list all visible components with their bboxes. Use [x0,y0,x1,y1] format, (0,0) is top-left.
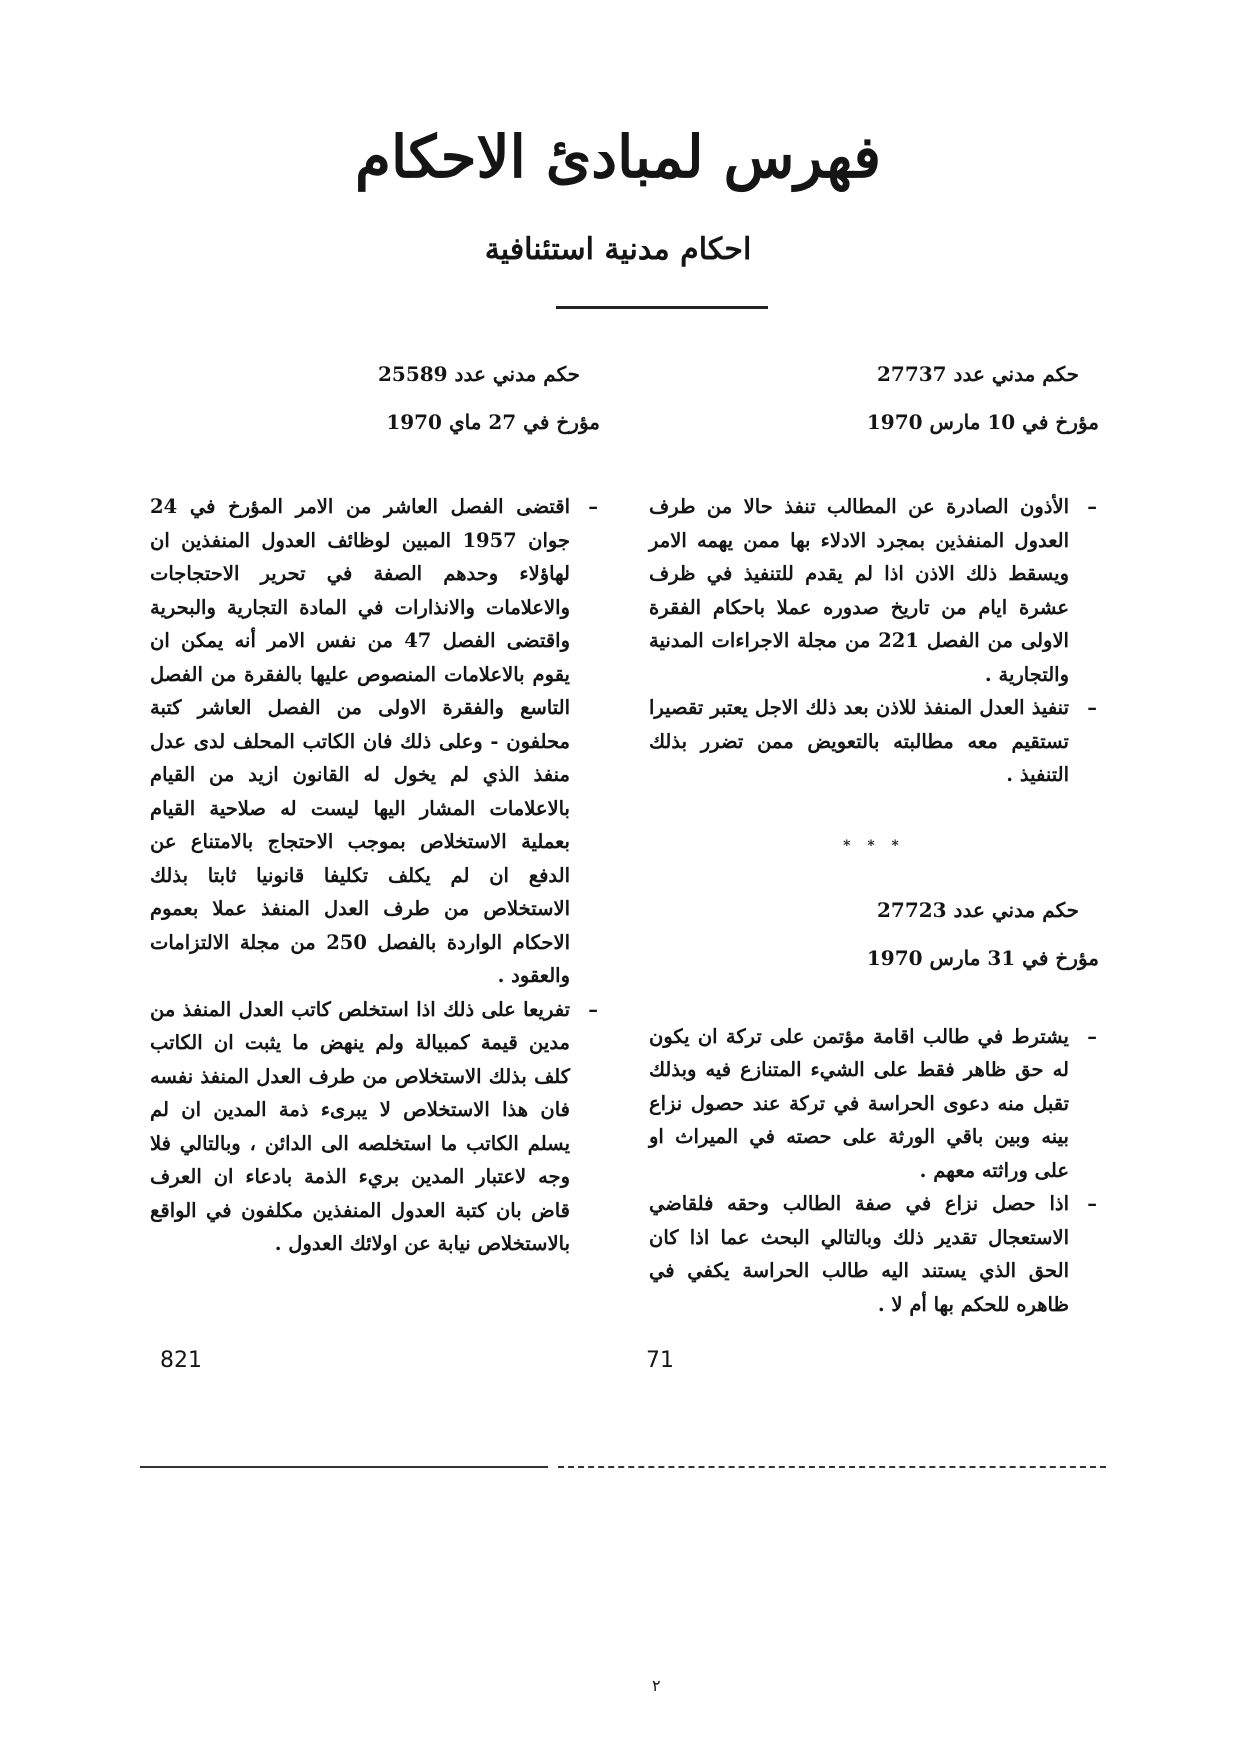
page-number-center: 71 [646,1348,674,1373]
title-divider [556,306,768,309]
page-number-left: 821 [160,1348,202,1373]
dash-bullet-icon: – [1087,495,1097,518]
ruling-point-text: يشترط في طالب اقامة مؤتمن على تركة ان يكون له حق ظاهر فقط على الشيء المتنازع فيه وبذلك تقبل منه دعوى الحراسة في تركة عند حصول نزاع بينه وبين باقي الورثة على حصته في الميراث او على وراثته معهم . [649,1024,1069,1182]
ruling-27723 [649,898,1099,1322]
ruling-date: مؤرخ في 27 ماي 1970 [386,410,600,434]
ruling-title: حكم مدني عدد 25589 [378,362,580,386]
ruling-points [649,1020,1099,1322]
ruling-point-text: اقتضى الفصل العاشر من الامر المؤرخ في 24 جوان 1957 المبين لوظائف العدول المنفذين ان لهاؤلاء وحدهم الصفة في تحرير الاحتجاجات والاعلامات والانذارات في المادة التجارية والبحرية واقتضى الفصل 47 من نفس الامر أنه يمكن ان يقوم بالاعلامات المنصوص عليها بالفقرة من الفصل التاسع والفقرة الاولى من الفصل العاشر كتبة محلفون - وعلى ذلك فان الكاتب المحلف لدى عدل منفذ الذي لم يخول له القانون ازيد من القيام بالاعلامات المشار اليها ليست له صلاحية القيام بعملية الاستخلاص بموجب الاحتجاج بالامتناع عن الدفع ان لم يكلف تكليفا قانونيا ثابتا بذلك الاستخلاص من طرف العدل المنفذ عملا بعموم الاحكام الواردة بالفصل 250 من مجلة الالتزامات والعقود . [150,495,570,987]
ruling-point-text: الأذون الصادرة عن المطالب تنفذ حالا من طرف العدول المنفذين بمجرد الادلاء بها ممن يهمه الامر ويسقط ذلك الاذن اذا لم يقدم للتنفيذ في ظرف عشرة ايام من تاريخ صدوره عملا باحكام الفقرة الاولى من الفصل 221 من مجلة الاجراءات المدنية والتجارية . [649,495,1069,686]
dash-bullet-icon: – [1087,696,1097,719]
ruling-point-text: اذا حصل نزاع في صفة الطالب وحقه فلقاضي الاستعجال تقدير ذلك وبالتالي البحث عما اذا كان الحق الذي يستند اليه طالب الحراسة يكفي في ظاهره للحكم بها أم لا . [649,1192,1069,1316]
ruling-point [150,490,600,993]
ruling-points [150,490,600,1261]
left-column [150,362,600,1261]
footer-mark: ٢ [652,1676,661,1695]
ruling-point [649,1020,1099,1188]
ruling-point [150,993,600,1261]
bottom-rule-left [140,1466,548,1468]
ruling-point [649,691,1099,792]
ruling-point [649,490,1099,691]
dash-bullet-icon: – [1087,1192,1097,1215]
ruling-date: مؤرخ في 10 مارس 1970 [866,410,1099,434]
ruling-27737 [649,362,1099,792]
document-subtitle: احكام مدنية استئنافية [484,232,752,267]
dash-bullet-icon: – [588,495,598,518]
ruling-25589 [150,362,600,1261]
ruling-point [649,1187,1099,1321]
dash-bullet-icon: – [588,997,598,1021]
ruling-point-text: تنفيذ العدل المنفذ للاذن بعد ذلك الاجل يعتبر تقصيرا تستقيم معه مطالبته بالتعويض ممن تضرر بذلك التنفيذ . [649,696,1069,786]
ruling-title: حكم مدني عدد 27723 [877,897,1079,922]
ruling-point-text: تفريعا على ذلك اذا استخلص كاتب العدل المنفذ من مدين قيمة كمبيالة ولم ينهض ما يثبت ان الكاتب كلف بذلك الاستخلاص من طرف العدل المنفذ نفسه فان هذا الاستخلاص لا يبرىء ذمة المدين ان لم يسلم الكاتب ما استخلصه الى الدائن ، وبالتالي فلا وجه لاعتبار المدين بريء الذمة بادعاء ان العرف قاض بان كتبة العدول المنفذين مكلفون في الواقع بالاستخلاص نيابة عن اولائك العدول . [150,997,570,1255]
ruling-title: حكم مدني عدد 27737 [877,362,1079,386]
dash-bullet-icon: – [1087,1024,1097,1048]
bottom-rule-right [558,1466,1106,1468]
ruling-date: مؤرخ في 31 مارس 1970 [866,945,1099,970]
section-separator: * * * [843,837,905,854]
document-title: فهرس لمبادئ الاحكام [355,123,881,191]
ruling-points [649,490,1099,792]
right-column [649,362,1099,1321]
